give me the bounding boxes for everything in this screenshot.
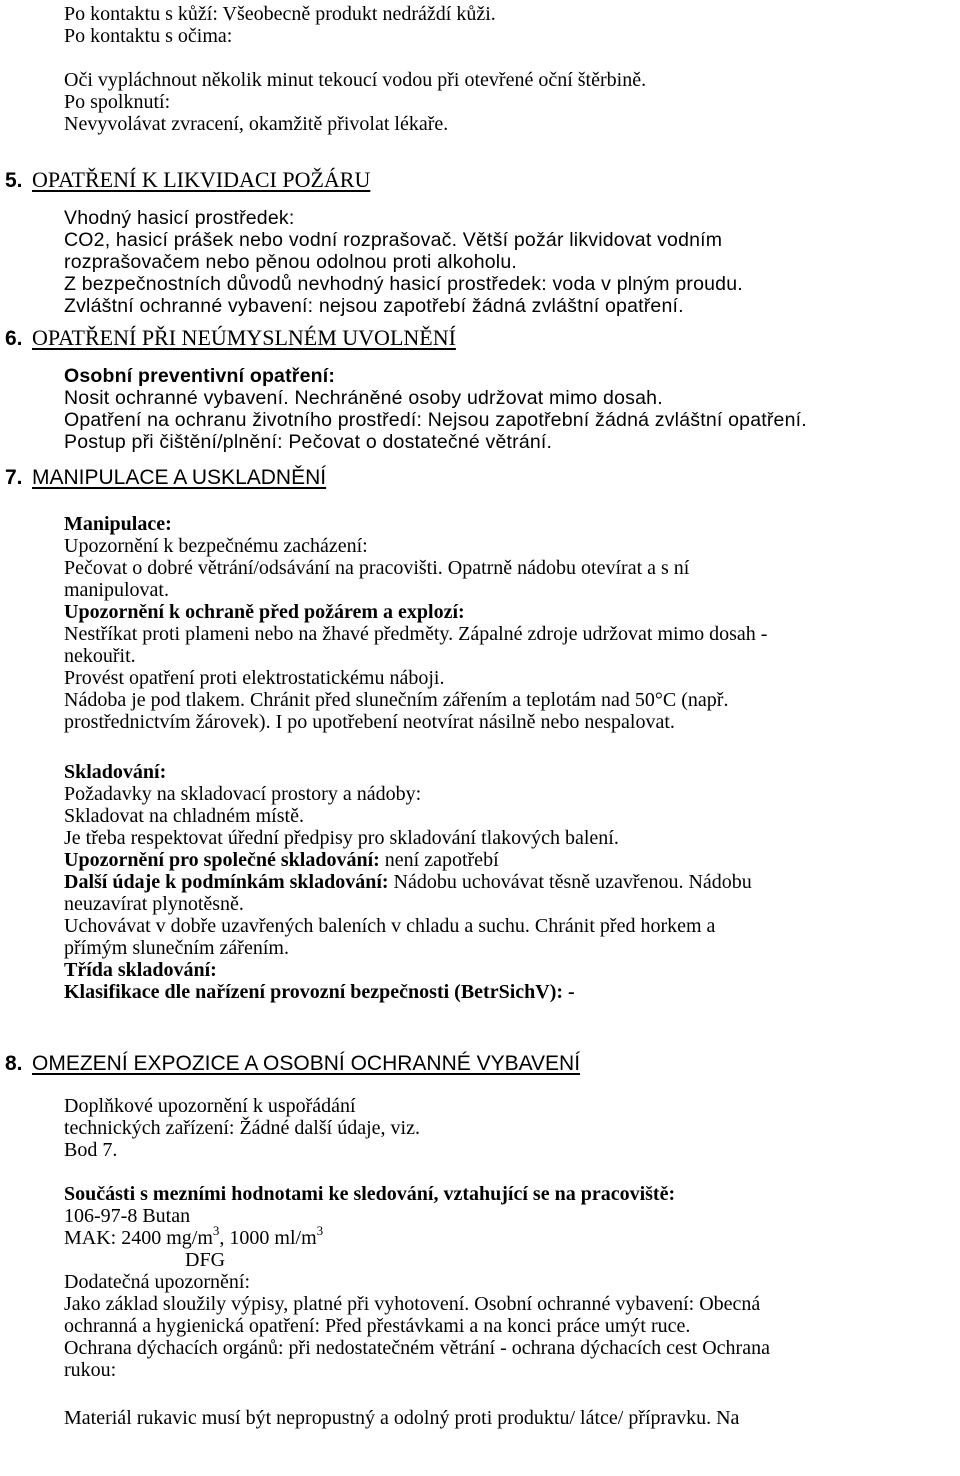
technical-note-line: technických zařízení: Žádné další údaje, viz. [64,1117,420,1139]
first-aid-swallow-text: Nevyvolávat zvracení, okamžitě přivolat lékaře. [64,113,449,135]
extra-note-label: Dodatečná upozornění: [64,1271,251,1293]
handling-line: manipulovat. [64,579,169,601]
mak-value-a: MAK: 2400 mg/m [64,1227,213,1249]
section-7-number: 7. [5,466,23,489]
section-7-heading [5,465,897,491]
mak-sup-1: 3 [212,1223,220,1238]
section-8-number: 8. [5,1052,23,1075]
sds-page [5,3,956,1429]
section-7-title: MANIPULACE A USKLADNĚNÍ [32,466,327,489]
betrsichv-classification: Klasifikace dle nařízení provozní bezpečnosti (BetrSichV): - [64,981,575,1003]
mak-value-b: , 1000 ml/m [219,1227,317,1249]
extra-note-line: ochranná a hygienická opatření: Před přestávkami a na konci práce umýt ruce. [64,1315,691,1337]
joint-storage-label: Upozornění pro společné skladování: [64,849,380,871]
section-5-line: CO2, hasicí prášek nebo vodní rozprašovač. Větší požár likvidovat vodním [64,229,723,251]
section-5-line: Z bezpečnostních důvodů nevhodný hasicí prostředek: voda v plným proudu. [64,273,743,295]
keep-line: přímým slunečním zářením. [64,937,289,959]
fire-protection-line: Nestříkat proti plameni nebo na žhavé předměty. Zápalné zdroje udržovat mimo dosah - [64,623,768,645]
mak-sup-2: 3 [316,1223,324,1238]
keep-line: Uchovávat v dobře uzavřených baleních v chladu a suchu. Chránit před horkem a [64,915,716,937]
section-6-number: 6. [5,327,23,350]
further-storage-label: Další údaje k podmínkám skladování: [64,871,389,893]
first-aid-swallow-label: Po spolknutí: [64,91,171,113]
storage-line: Skladovat na chladném místě. [64,805,304,827]
section-6-subheading: Osobní preventivní opatření: [64,365,336,387]
first-aid-skin: Po kontaktu s kůží: Všeobecně produkt nedráždí kůži. [64,3,496,25]
fire-protection-line: Provést opatření proti elektrostatickému náboji. [64,667,445,689]
section-5-line: Vhodný hasicí prostředek: [64,207,295,229]
first-aid-eyes-label: Po kontaktu s očima: [64,25,233,47]
cas-number: 106-97-8 Butan [64,1205,191,1227]
technical-note-line: Bod 7. [64,1139,118,1161]
further-storage-value: Nádobu uchovávat těsně uzavřenou. Nádobu [388,871,752,893]
storage-line: Je třeba respektovat úřední předpisy pro skladování tlakových balení. [64,827,619,849]
handling-line: Upozornění k bezpečnému zacházení: [64,535,368,557]
fire-protection-line: prostřednictvím žárovek). I po upotřebení neotvírat násilně nebo nespalovat. [64,711,675,733]
storage-heading: Skladování: [64,761,167,783]
section-5-body [64,207,956,317]
further-storage-line-2: neuzavírat plynotěsně. [64,893,244,915]
section-8-heading [5,1051,897,1077]
dfg-line [64,1249,956,1271]
handling-line: Pečovat o dobré větrání/odsávání na pracovišti. Opatrně nádobu otevírat a s ní [64,557,690,579]
joint-storage-line [64,849,956,871]
exposure-limits-heading: Součásti s mezními hodnotami ke sledování, vztahující se na pracoviště: [64,1183,676,1205]
section-5-heading [5,167,897,193]
section-6-line: Postup při čištění/plnění: Pečovat o dostatečné větrání. [64,431,553,453]
fire-protection-line: nekouřit. [64,645,136,667]
first-aid-eyes-text: Oči vypláchnout několik minut tekoucí vodou při otevřené oční štěrbině. [64,69,647,91]
section-6-line: Opatření na ochranu životního prostředí: Nejsou zapotřební žádná zvláštní opatření. [64,409,807,431]
storage-class-heading: Třída skladování: [64,959,217,981]
section-6-line: Nosit ochranné vybavení. Nechráněné osoby udržovat mimo dosah. [64,387,663,409]
section-5-line: rozprašovačem nebo pěnou odolnou proti alkoholu. [64,251,517,273]
extra-note-line: rukou: [64,1359,117,1381]
storage-line: Požadavky na skladovací prostory a nádoby: [64,783,422,805]
section-6-title: OPATŘENÍ PŘI NEÚMYSLNÉM UVOLNĚNÍ [32,325,456,350]
section-6-body [64,365,956,453]
mak-value [64,1223,956,1249]
glove-material-line: Materiál rukavic musí být nepropustný a odolný proti produktu/ látce/ přípravku. Na [64,1407,740,1429]
further-storage-line [64,871,956,893]
fire-protection-heading: Upozornění k ochraně před požárem a explozí: [64,601,465,623]
dfg-label: DFG [185,1249,226,1271]
section-5-title: OPATŘENÍ K LIKVIDACI POŽÁRU [32,167,371,192]
section-5-line: Zvláštní ochranné vybavení: nejsou zapotřebí žádná zvláštní opatření. [64,295,684,317]
joint-storage-value: není zapotřebí [379,849,499,871]
section-6-heading [5,325,897,351]
section-5-number: 5. [5,169,23,192]
fire-protection-line: Nádoba je pod tlakem. Chránit před slunečním zářením a teplotám nad 50°C (např. [64,689,729,711]
extra-note-line: Jako základ sloužily výpisy, platné při vyhotovení. Osobní ochranné vybavení: Obecná [64,1293,761,1315]
handling-heading: Manipulace: [64,513,172,535]
section-8-title: OMEZENÍ EXPOZICE A OSOBNÍ OCHRANNÉ VYBAVENÍ [32,1052,581,1075]
extra-note-line: Ochrana dýchacích orgánů: při nedostatečném větrání - ochrana dýchacích cest Ochrana [64,1337,770,1359]
technical-note-line: Doplňkové upozornění k uspořádání [64,1095,356,1117]
